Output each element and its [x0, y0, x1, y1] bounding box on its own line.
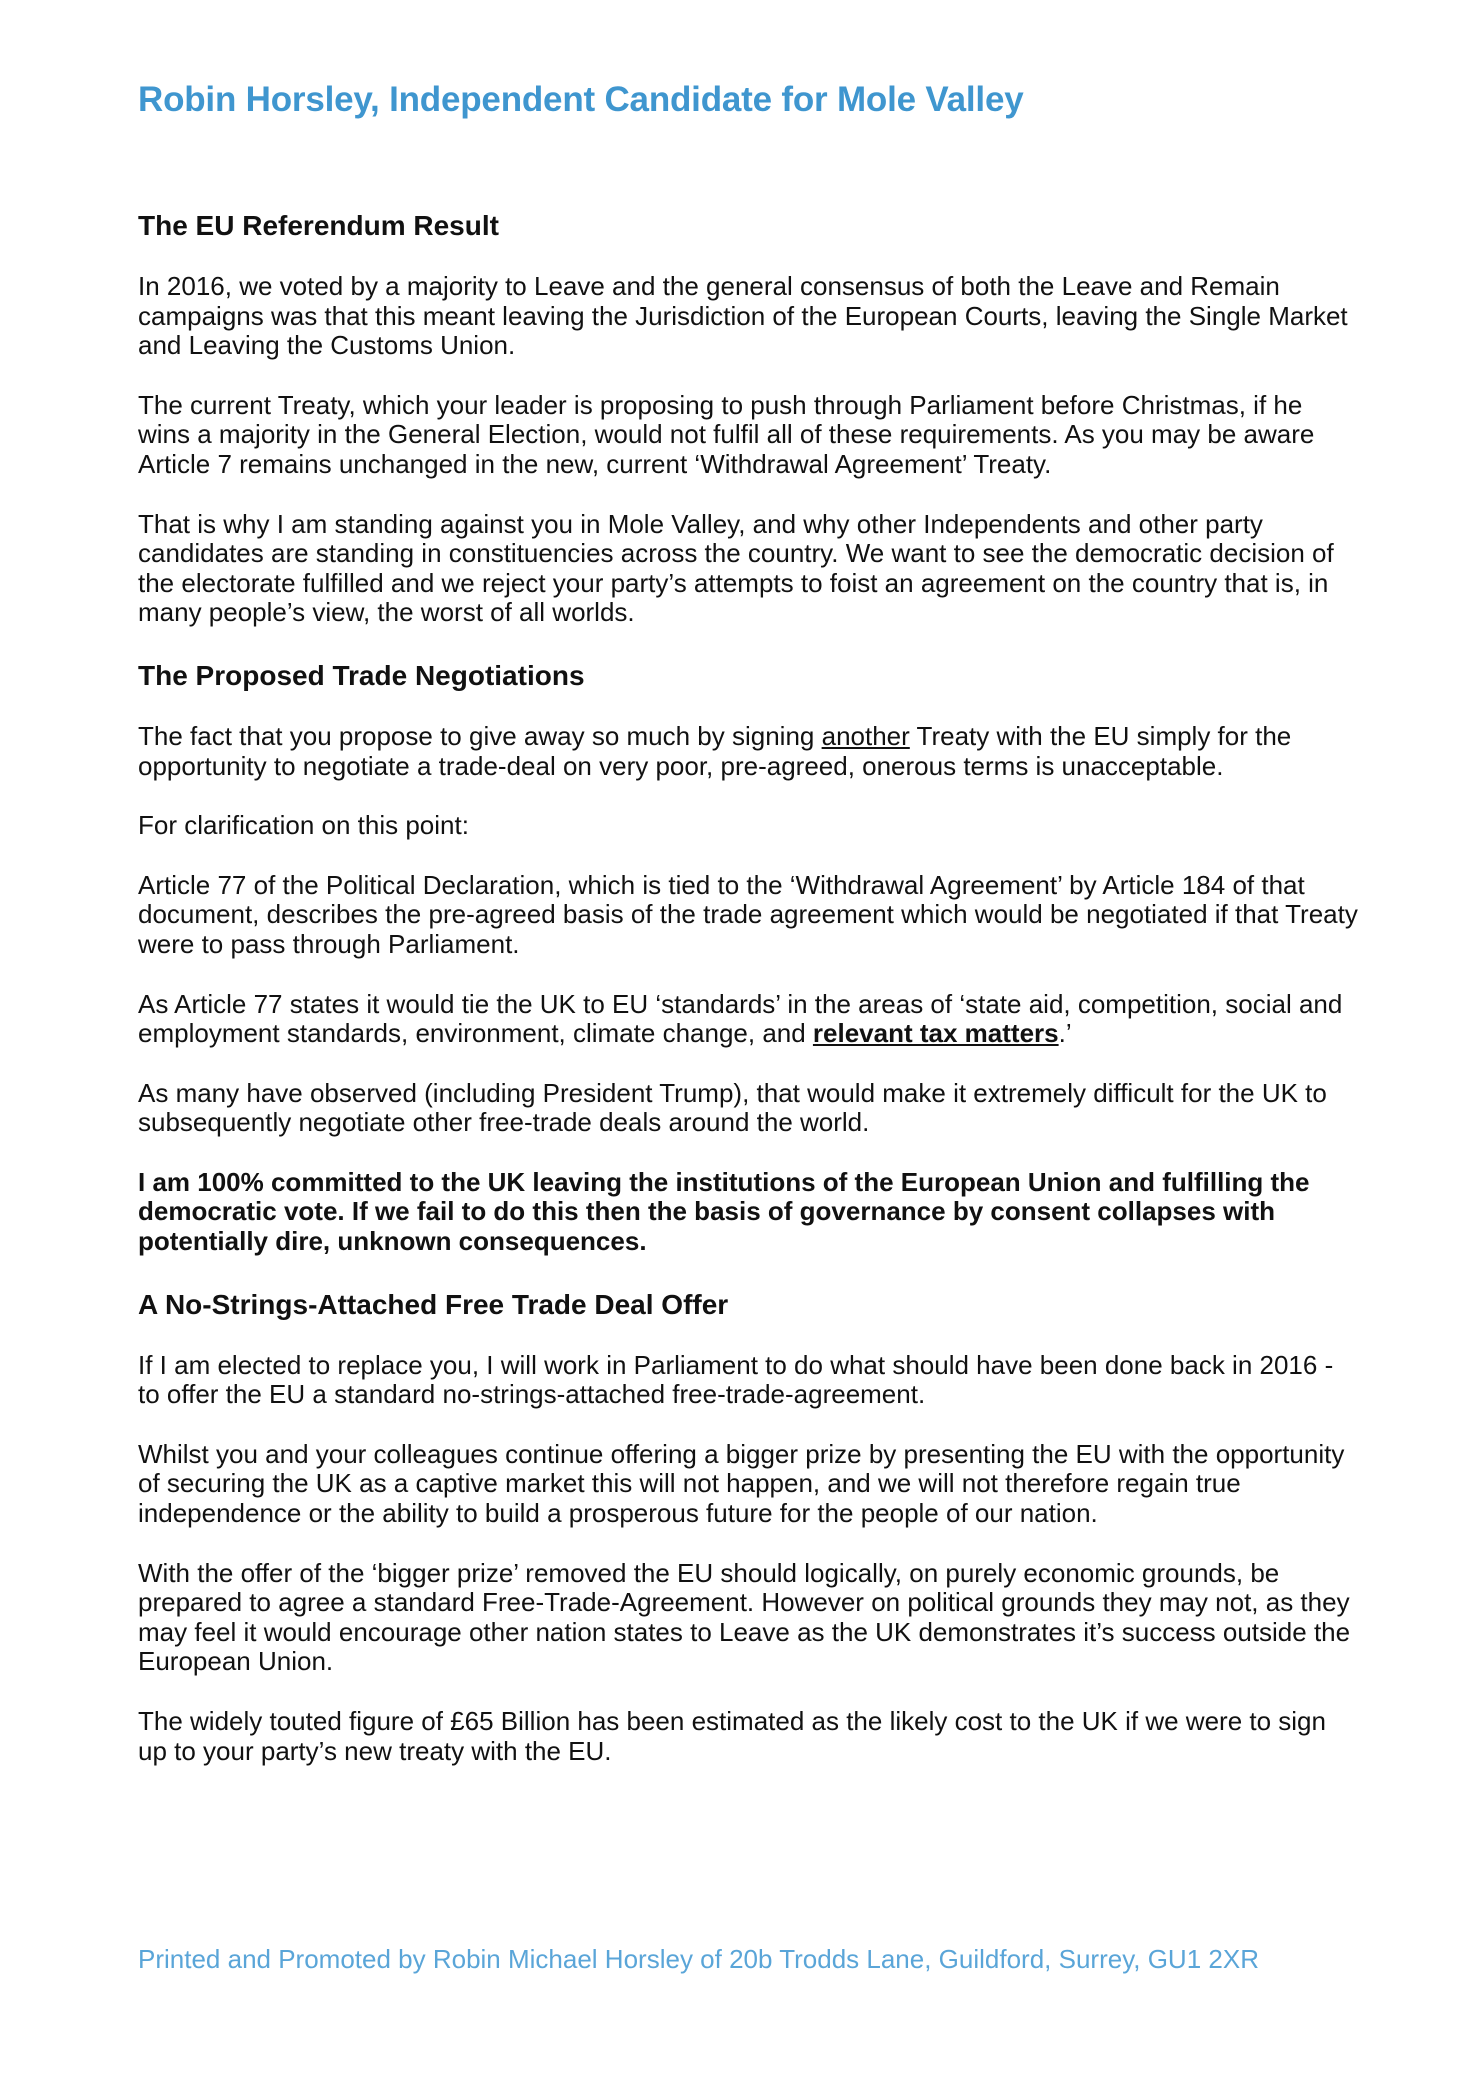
paragraph: Whilst you and your colleagues continue offering a bigger prize by presenting the EU with the opportunity of securing the UK as a captive market this will not happen, and we will not therefore regain true independence or the ability to build a prosperous future for the people of our nation.	[138, 1438, 1345, 1529]
paragraph: Article 77 of the Political Declaration, which is tied to the ‘Withdrawal Agreement’ by Article 184 of that document, describes the pre-agreed basis of the trade agreement which would be negotiated if that Treaty were to pass through Parliament.	[138, 869, 1358, 959]
paragraph: For clarification on this point:	[138, 810, 469, 841]
paragraph	[138, 990, 1360, 1049]
paragraph: As many have observed (including President Trump), that would make it extremely difficult for the UK to subsequently negotiate other free-trade deals around the world.	[138, 1077, 1327, 1138]
document-body	[138, 208, 1360, 1766]
document-title: Robin Horsley, Independent Candidate for Mole Valley	[138, 80, 1024, 119]
paragraph: With the offer of the ‘bigger prize’ removed the EU should logically, on purely economic grounds, be prepared to agree a standard Free-Trade-Agreement. However on political grounds they may not, as they may feel it would encourage other nation states to Leave as the UK demonstrates it’s success outside the European Union.	[138, 1557, 1351, 1677]
paragraph: That is why I am standing against you in Mole Valley, and why other Independents and other party candidates are standing in constituencies across the country. We want to see the democratic decision of the electorate fulfilled and we reject your party’s attempts to foist an agreement on the country that is, in many people’s view, the worst of all worlds.	[138, 508, 1334, 628]
text-run: The fact that you propose to give away so much by signing	[138, 720, 822, 751]
paragraph: The widely touted figure of £65 Billion has been estimated as the likely cost to the UK if we were to sign up to your party’s new treaty with the EU.	[138, 1706, 1326, 1766]
paragraph: The current Treaty, which your leader is proposing to push through Parliament before Christmas, if he wins a majority in the General Election, would not fulfil all of these requirements. As you may be aware Article 7 remains unchanged in the new, current ‘Withdrawal Agreement’ Treaty.	[138, 389, 1315, 479]
paragraph	[138, 722, 1360, 781]
commitment-statement: I am 100% committed to the UK leaving the institutions of the European Union and fulfilling the democratic vote. If we fail to do this then the basis of governance by consent collapses with potentially dire, unknown consequences.	[138, 1166, 1310, 1257]
paragraph: In 2016, we voted by a majority to Leave and the general consensus of both the Leave and Remain campaigns was that this meant leaving the Jurisdiction of the European Courts, leaving the Single Market and Leaving the Customs Union.	[138, 271, 1348, 361]
section-heading-trade-negotiations: The Proposed Trade Negotiations	[138, 659, 585, 691]
underlined-word: another	[821, 720, 910, 751]
text-run: As Article 77 states it would tie the UK to EU ‘standards’ in the areas of ‘state aid, competition, social and employment standards, environment, climate change, and	[138, 988, 1343, 1049]
section-heading-free-trade-offer: A No-Strings-Attached Free Trade Deal Offer	[138, 1288, 729, 1320]
imprint-footer: Printed and Promoted by Robin Michael Horsley of 20b Trodds Lane, Guildford, Surrey, GU1 2XR	[138, 1944, 1259, 1974]
section-heading-referendum: The EU Referendum Result	[138, 210, 499, 241]
paragraph: If I am elected to replace you, I will work in Parliament to do what should have been done back in 2016 - to offer the EU a standard no-strings-attached free-trade-agreement.	[138, 1349, 1334, 1410]
emphasized-phrase: relevant tax matters	[812, 1018, 1059, 1049]
text-run: .’	[1058, 1018, 1072, 1049]
text-run: Treaty with the EU simply for the opportunity to negotiate a trade-deal on very poor, pre-agreed, onerous terms is unacceptable.	[138, 720, 1292, 781]
